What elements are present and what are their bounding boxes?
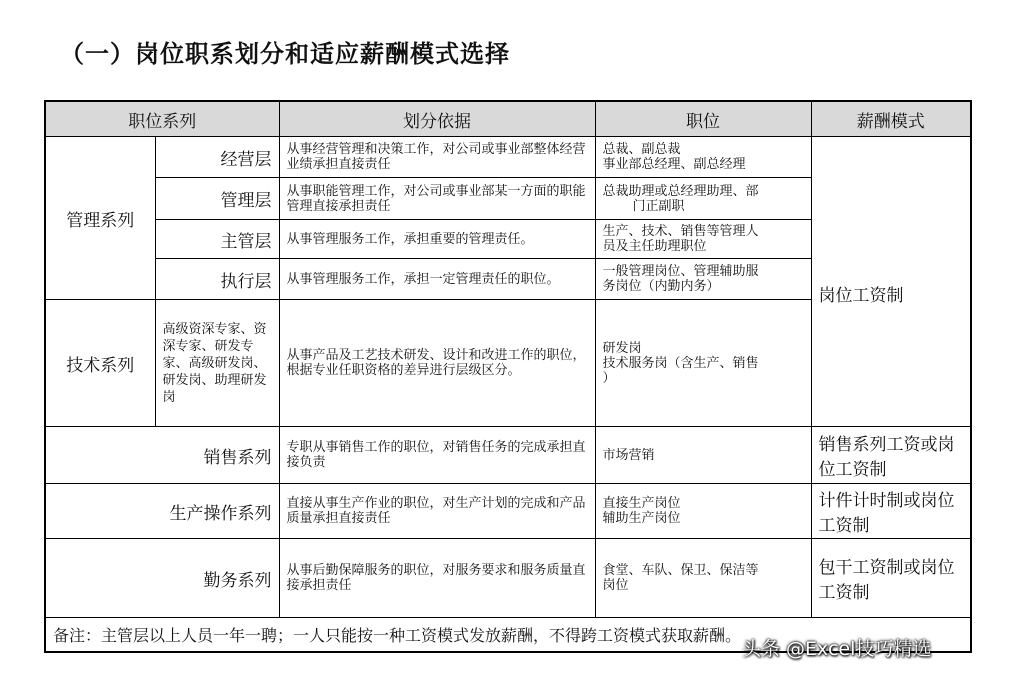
position-line: 研发岗 xyxy=(602,340,642,356)
basis-cell: 从事管理服务工作，承担重要的管理责任。 xyxy=(279,220,595,259)
basis-cell: 从事经营管理和决策工作，对公司或事业部整体经营业绩承担直接责任 xyxy=(279,137,595,178)
position-line: 直接生产岗位 xyxy=(602,496,681,511)
header-pay-mode: 薪酬模式 xyxy=(811,101,971,137)
position-line: 务岗位（内勤内务） xyxy=(602,279,720,294)
position-line: 岗位 xyxy=(602,578,629,593)
position-line: 生产、技术、销售等管理人 xyxy=(602,224,759,239)
note-text: 备注：主管层以上人员一年一聘；一人只能按一种工资模式发放薪酬，不得跨工资模式获取薪酬。 xyxy=(45,618,971,653)
basis-cell: 直接从事生产作业的职位，对生产计划的完成和产品质量承担直接责任 xyxy=(279,484,595,539)
position-line: 市场营销 xyxy=(602,447,655,463)
basis-cell: 专职从事销售工作的职位，对销售任务的完成承担直接负责 xyxy=(279,427,595,484)
shared-pay-cell: 岗位工资制 xyxy=(811,137,971,427)
position-line: 事业部总经理、副总经理 xyxy=(602,157,746,172)
positions-cell xyxy=(595,539,811,618)
position-line: ） xyxy=(602,370,616,386)
table-row xyxy=(45,484,971,539)
positions-cell xyxy=(595,300,811,427)
watermark: 头条 @Excel技巧精选 xyxy=(742,638,932,660)
position-line: 门正副职 xyxy=(632,198,685,214)
table-row xyxy=(45,539,971,618)
basis-cell: 从事职能管理工作，对公司或事业部某一方面的职能管理直接承担责任 xyxy=(279,178,595,220)
technical-sub-levels: 高级资深专家、资深专家、研发专家、高级研发岗、研发岗、助理研发岗 xyxy=(155,300,279,427)
position-line: 辅助生产岗位 xyxy=(602,511,681,526)
level-label: 管理层 xyxy=(155,178,279,220)
salary-table xyxy=(44,100,972,653)
pay-cell: 包干工资制或岗位工资制 xyxy=(811,539,971,618)
page-title: （一）岗位职系划分和适应薪酬模式选择 xyxy=(60,40,510,68)
series-label: 生产操作系列 xyxy=(45,484,279,539)
management-series-label: 管理系列 xyxy=(45,137,155,300)
basis-cell: 从事产品及工艺技术研发、设计和改进工作的职位，根据专业任职资格的差异进行层级区分。 xyxy=(279,300,595,427)
pay-cell: 销售系列工资或岗位工资制 xyxy=(811,427,971,484)
series-label: 销售系列 xyxy=(45,427,279,484)
level-label: 主管层 xyxy=(155,220,279,259)
position-line: 食堂、车队、保卫、保洁等 xyxy=(602,563,759,578)
table-row xyxy=(45,137,971,178)
positions-cell xyxy=(595,178,811,220)
basis-cell: 从事后勤保障服务的职位，对服务要求和服务质量直接承担责任 xyxy=(279,539,595,618)
position-line: 总裁、副总裁 xyxy=(602,142,681,157)
level-label: 经营层 xyxy=(155,137,279,178)
positions-cell xyxy=(595,259,811,300)
header-row xyxy=(45,101,971,137)
positions-cell xyxy=(595,137,811,178)
position-line: 员及主任助理职位 xyxy=(602,239,707,254)
header-position-series: 职位系列 xyxy=(45,101,279,137)
positions-cell xyxy=(595,427,811,484)
position-line: 总裁助理或总经理助理、部 xyxy=(602,183,759,199)
basis-cell: 从事管理服务工作，承担一定管理责任的职位。 xyxy=(279,259,595,300)
table-row xyxy=(45,427,971,484)
level-label: 执行层 xyxy=(155,259,279,300)
position-line: 技术服务岗（含生产、销售 xyxy=(602,355,759,371)
positions-cell xyxy=(595,484,811,539)
header-basis: 划分依据 xyxy=(279,101,595,137)
positions-cell xyxy=(595,220,811,259)
header-positions: 职位 xyxy=(595,101,811,137)
technical-series-label: 技术系列 xyxy=(45,300,155,427)
series-label: 勤务系列 xyxy=(45,539,279,618)
pay-cell: 计件计时制或岗位工资制 xyxy=(811,484,971,539)
position-line: 一般管理岗位、管理辅助服 xyxy=(602,264,759,279)
